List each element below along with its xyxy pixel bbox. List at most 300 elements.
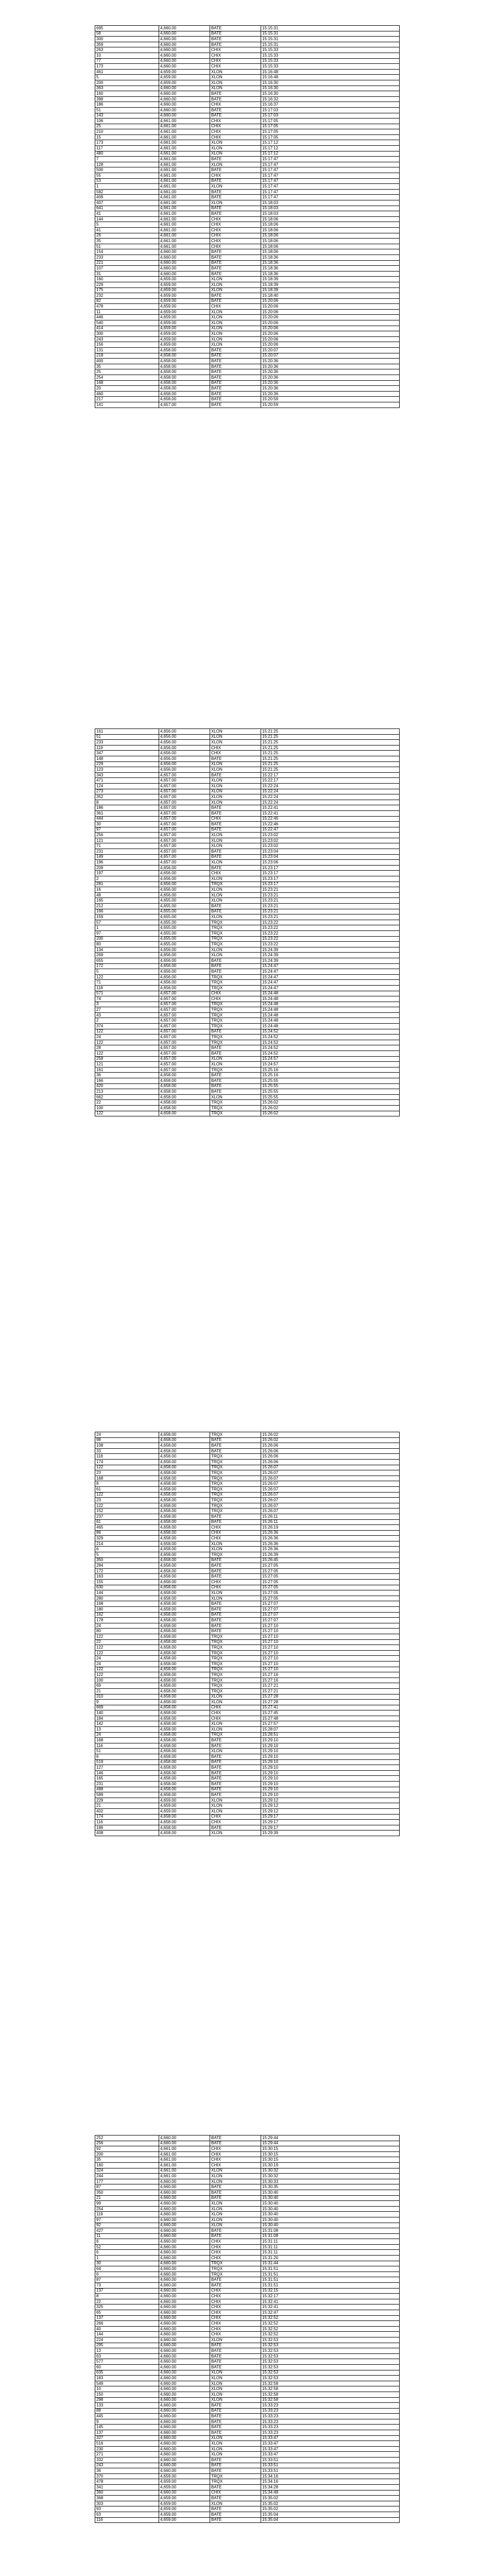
venue-cell: TRQX [210, 985, 261, 991]
price-cell: 4,657.00 [159, 402, 210, 408]
table-row [95, 2381, 400, 2386]
trades-table [95, 2135, 400, 2523]
time-cell: 15:32:41 [261, 2304, 400, 2310]
table-row [95, 1509, 400, 1514]
price-cell: 4,658.00 [159, 359, 210, 364]
price-cell: 4,660.00 [159, 2359, 210, 2365]
table-row [95, 810, 400, 816]
volume-cell: 61 [95, 1519, 159, 1525]
price-cell: 4,661.00 [159, 206, 210, 211]
table-row [95, 1519, 400, 1525]
venue-cell: XLON [210, 336, 261, 342]
venue-cell: BATE [210, 2353, 261, 2359]
price-cell: 4,657.00 [159, 778, 210, 784]
venue-cell: TRQX [210, 2266, 261, 2272]
volume-cell: 41 [95, 211, 159, 217]
price-cell: 4,658.00 [159, 1519, 210, 1525]
time-cell: 15:23:22 [261, 920, 400, 925]
volume-cell: 1 [95, 925, 159, 931]
volume-cell: 549 [95, 2381, 159, 2386]
venue-cell: XLON [210, 887, 261, 893]
volume-cell: 571 [95, 991, 159, 996]
table-row [95, 173, 400, 179]
time-cell: 15:20:06 [261, 320, 400, 326]
time-cell: 15:24:48 [261, 991, 400, 996]
volume-cell: 98 [95, 1437, 159, 1443]
time-cell: 15:29:10 [261, 1776, 400, 1782]
time-cell: 15:35:04 [261, 2512, 400, 2517]
time-cell: 15:26:07 [261, 1470, 400, 1476]
price-cell: 4,660.00 [159, 2326, 210, 2332]
volume-cell: 662 [95, 1094, 159, 1100]
volume-cell: 465 [95, 1525, 159, 1531]
volume-cell: 41 [95, 227, 159, 233]
venue-cell: BATE [210, 2348, 261, 2354]
venue-cell: BATE [210, 1448, 261, 1454]
volume-cell: 36 [95, 2468, 159, 2474]
table-row [95, 260, 400, 266]
price-cell: 4,661.00 [159, 244, 210, 249]
price-cell: 4,658.00 [159, 1683, 210, 1689]
table-row [95, 756, 400, 761]
volume-cell: 87 [95, 2184, 159, 2190]
price-cell: 4,660.00 [159, 2392, 210, 2397]
price-cell: 4,658.00 [159, 1754, 210, 1760]
time-cell: 15:15:31 [261, 31, 400, 37]
table-row [95, 936, 400, 942]
volume-cell: 8 [95, 1481, 159, 1487]
price-cell: 4,661.00 [159, 216, 210, 222]
table-row [95, 2162, 400, 2168]
volume-cell: 352 [95, 794, 159, 800]
venue-cell: BATE [210, 849, 261, 855]
venue-cell: TRQX [210, 1645, 261, 1651]
venue-cell: CHIX [210, 2326, 261, 2332]
volume-cell: 8 [95, 800, 159, 805]
venue-cell: CHIX [210, 2288, 261, 2294]
table-row [95, 985, 400, 991]
price-cell: 4,659.00 [159, 298, 210, 304]
table-row [95, 909, 400, 914]
price-cell: 4,658.00 [159, 1580, 210, 1585]
time-cell: 15:27:45 [261, 1710, 400, 1716]
price-cell: 4,657.00 [159, 860, 210, 866]
volume-cell: 23 [95, 1498, 159, 1503]
table-row [95, 380, 400, 386]
volume-cell: 144 [95, 216, 159, 222]
venue-cell: CHIX [210, 2244, 261, 2250]
price-cell: 4,661.00 [159, 2146, 210, 2152]
volume-cell: 231 [95, 849, 159, 855]
venue-cell: CHIX [210, 2332, 261, 2337]
price-cell: 4,657.00 [159, 833, 210, 838]
price-cell: 4,660.00 [159, 2343, 210, 2348]
price-cell: 4,656.00 [159, 958, 210, 963]
volume-cell: 244 [95, 2174, 159, 2179]
table-row [95, 1062, 400, 1067]
table-row [95, 1672, 400, 1678]
volume-cell: 24 [95, 1661, 159, 1667]
time-cell: 15:26:06 [261, 1448, 400, 1454]
table-row [95, 80, 400, 86]
time-cell: 15:27:10 [261, 1634, 400, 1639]
price-cell: 4,660.00 [159, 249, 210, 255]
table-row [95, 751, 400, 756]
time-cell: 15:26:02 [261, 1100, 400, 1106]
time-cell: 15:23:21 [261, 892, 400, 898]
volume-cell: 6 [95, 1547, 159, 1552]
time-cell: 15:16:48 [261, 75, 400, 80]
volume-cell: 156 [95, 342, 159, 348]
price-cell: 4,660.00 [159, 2179, 210, 2184]
time-cell: 15:24:48 [261, 996, 400, 1002]
volume-cell: 160 [95, 91, 159, 97]
volume-cell: 5 [95, 1552, 159, 1558]
price-cell: 4,658.00 [159, 1618, 210, 1623]
table-row [95, 1803, 400, 1809]
time-cell: 15:30:32 [261, 2174, 400, 2179]
table-row [95, 2157, 400, 2163]
time-cell: 15:32:53 [261, 2337, 400, 2343]
table-row [95, 249, 400, 255]
table-row [95, 1590, 400, 1596]
time-cell: 15:29:10 [261, 1765, 400, 1771]
volume-cell: 2 [95, 876, 159, 882]
price-cell: 4,659.00 [159, 309, 210, 315]
table-row [95, 2359, 400, 2365]
volume-cell: 150 [95, 2392, 159, 2397]
time-cell: 15:21:25 [261, 734, 400, 740]
volume-cell: 183 [95, 2376, 159, 2381]
table-row [95, 151, 400, 157]
volume-cell: 144 [95, 1590, 159, 1596]
price-cell: 4,658.00 [159, 1710, 210, 1716]
time-cell: 15:26:07 [261, 1498, 400, 1503]
volume-cell: 52 [95, 2244, 159, 2250]
venue-cell: XLON [210, 2201, 261, 2207]
venue-cell: BATE [210, 1782, 261, 1787]
table-row [95, 2364, 400, 2370]
time-cell: 15:28:07 [261, 1727, 400, 1733]
price-cell: 4,658.00 [159, 1509, 210, 1514]
venue-cell: TRQX [210, 936, 261, 942]
table-row [95, 1089, 400, 1095]
table-row [95, 930, 400, 936]
table-row [95, 146, 400, 151]
volume-cell: 61 [95, 1486, 159, 1492]
table-row [95, 1111, 400, 1116]
volume-cell: 402 [95, 1808, 159, 1814]
price-cell: 4,660.00 [159, 2288, 210, 2294]
table-row [95, 64, 400, 70]
volume-cell: 55 [95, 173, 159, 179]
volume-cell: 20 [95, 386, 159, 392]
table-row [95, 75, 400, 80]
volume-cell: 209 [95, 865, 159, 871]
table-row [95, 359, 400, 364]
time-cell: 15:23:17 [261, 871, 400, 876]
time-cell: 15:32:53 [261, 2348, 400, 2354]
venue-cell: BATE [210, 391, 261, 397]
venue-cell: XLON [210, 151, 261, 157]
venue-cell: XLON [210, 331, 261, 337]
venue-cell: XLON [210, 326, 261, 331]
volume-cell: 254 [95, 2206, 159, 2212]
time-cell: 15:27:05 [261, 1580, 400, 1585]
venue-cell: BATE [210, 2414, 261, 2419]
price-cell: 4,658.00 [159, 1568, 210, 1574]
table-row [95, 2299, 400, 2304]
time-cell: 15:18:03 [261, 200, 400, 206]
volume-cell: 5 [95, 75, 159, 80]
price-cell: 4,657.00 [159, 1012, 210, 1018]
time-cell: 15:18:03 [261, 211, 400, 217]
volume-cell: 71 [95, 843, 159, 849]
time-cell: 15:20:06 [261, 309, 400, 315]
time-cell: 15:33:23 [261, 2430, 400, 2436]
venue-cell: BATE [210, 195, 261, 200]
table-row [95, 2353, 400, 2359]
volume-cell: 15 [95, 134, 159, 140]
price-cell: 4,660.00 [159, 2381, 210, 2386]
venue-cell: XLON [210, 914, 261, 920]
price-cell: 4,661.00 [159, 129, 210, 135]
time-cell: 15:24:48 [261, 1002, 400, 1007]
venue-cell: BATE [210, 2408, 261, 2414]
venue-cell: XLON [210, 953, 261, 958]
table-row [95, 871, 400, 876]
price-cell: 4,660.00 [159, 2201, 210, 2207]
volume-cell: 370 [95, 2473, 159, 2479]
price-cell: 4,660.00 [159, 2212, 210, 2217]
time-cell: 15:20:07 [261, 353, 400, 359]
price-cell: 4,661.00 [159, 162, 210, 167]
venue-cell: BATE [210, 1759, 261, 1765]
table-row [95, 2315, 400, 2321]
venue-cell: BATE [210, 854, 261, 860]
price-cell: 4,660.00 [159, 2141, 210, 2146]
price-cell: 4,660.00 [159, 2256, 210, 2261]
time-cell: 15:20:59 [261, 402, 400, 408]
venue-cell: XLON [210, 1727, 261, 1733]
price-cell: 4,658.00 [159, 1749, 210, 1754]
time-cell: 15:26:02 [261, 1432, 400, 1438]
price-cell: 4,658.00 [159, 1831, 210, 1836]
time-cell: 15:29:10 [261, 1743, 400, 1749]
time-cell: 15:22:24 [261, 794, 400, 800]
venue-cell: CHIX [210, 2250, 261, 2256]
venue-cell: CHIX [210, 239, 261, 244]
table-row [95, 162, 400, 167]
volume-cell: 218 [95, 353, 159, 359]
table-row [95, 124, 400, 129]
volume-cell: 281 [95, 882, 159, 887]
volume-cell: 178 [95, 1618, 159, 1623]
price-cell: 4,658.00 [159, 1672, 210, 1678]
table-row [95, 86, 400, 91]
time-cell: 15:26:36 [261, 1541, 400, 1547]
time-cell: 15:17:12 [261, 151, 400, 157]
table-row [95, 2473, 400, 2479]
price-cell: 4,657.00 [159, 1007, 210, 1013]
price-cell: 4,656.00 [159, 745, 210, 751]
price-cell: 4,660.00 [159, 2244, 210, 2250]
venue-cell: TRQX [210, 1476, 261, 1481]
price-cell: 4,658.00 [159, 1530, 210, 1536]
volume-cell: 350 [95, 2190, 159, 2195]
time-cell: 15:24:48 [261, 1018, 400, 1024]
price-cell: 4,660.00 [159, 2386, 210, 2392]
price-cell: 4,660.00 [159, 47, 210, 53]
volume-cell: 165 [95, 898, 159, 904]
time-cell: 15:31:44 [261, 2261, 400, 2266]
venue-cell: XLON [210, 1694, 261, 1700]
time-cell: 15:33:51 [261, 2463, 400, 2468]
time-cell: 15:17:47 [261, 189, 400, 195]
price-cell: 4,658.00 [159, 1825, 210, 1831]
venue-cell: BATE [210, 2277, 261, 2283]
time-cell: 15:23:21 [261, 909, 400, 914]
price-cell: 4,657.00 [159, 843, 210, 849]
table-row [95, 2441, 400, 2447]
time-cell: 15:24:39 [261, 953, 400, 958]
volume-cell: 200 [95, 2151, 159, 2157]
price-cell: 4,658.00 [159, 380, 210, 386]
time-cell: 15:30:35 [261, 2184, 400, 2190]
volume-cell: 166 [95, 909, 159, 914]
table-row [95, 1105, 400, 1111]
time-cell: 15:18:39 [261, 277, 400, 282]
time-cell: 15:29:17 [261, 1814, 400, 1820]
price-cell: 4,660.00 [159, 2217, 210, 2223]
table-row [95, 2392, 400, 2397]
venue-cell: TRQX [210, 1661, 261, 1667]
price-cell: 4,658.00 [159, 1820, 210, 1825]
price-cell: 4,656.00 [159, 756, 210, 761]
volume-cell: 3 [95, 1002, 159, 1007]
table-row [95, 2463, 400, 2468]
volume-cell: 9 [95, 2419, 159, 2425]
time-cell: 15:27:21 [261, 1683, 400, 1689]
volume-cell: 69 [95, 1683, 159, 1689]
volume-cell: 97 [95, 827, 159, 833]
time-cell: 15:26:07 [261, 1476, 400, 1481]
venue-cell: BATE [210, 293, 261, 299]
time-cell: 15:16:30 [261, 80, 400, 86]
time-cell: 15:30:40 [261, 2217, 400, 2223]
time-cell: 15:35:02 [261, 2496, 400, 2501]
table-row [95, 947, 400, 953]
time-cell: 15:29:44 [261, 2136, 400, 2141]
volume-cell: 30 [95, 2261, 159, 2266]
table-row [95, 2414, 400, 2419]
volume-cell: 24 [95, 1035, 159, 1040]
time-cell: 15:33:47 [261, 2441, 400, 2447]
price-cell: 4,658.00 [159, 1585, 210, 1590]
venue-cell: BATE [210, 1825, 261, 1831]
volume-cell: 196 [95, 860, 159, 866]
price-cell: 4,656.00 [159, 729, 210, 735]
time-cell: 15:30:40 [261, 2223, 400, 2228]
time-cell: 15:34:48 [261, 2490, 400, 2496]
price-cell: 4,660.00 [159, 271, 210, 277]
table-row [95, 53, 400, 58]
table-row [95, 1601, 400, 1607]
table-row [95, 996, 400, 1002]
venue-cell: BATE [210, 2190, 261, 2195]
venue-cell: XLON [210, 184, 261, 190]
table-row [95, 336, 400, 342]
volume-cell: 43 [95, 1012, 159, 1018]
time-cell: 15:17:47 [261, 184, 400, 190]
time-cell: 15:23:04 [261, 854, 400, 860]
table-row [95, 2184, 400, 2190]
price-cell: 4,659.00 [159, 342, 210, 348]
table-row [95, 216, 400, 222]
price-cell: 4,658.00 [159, 1776, 210, 1782]
volume-cell: 10 [95, 53, 159, 58]
volume-cell: 173 [95, 64, 159, 70]
time-cell: 15:23:22 [261, 925, 400, 931]
time-cell: 15:23:21 [261, 898, 400, 904]
price-cell: 4,658.00 [159, 364, 210, 369]
table-row [95, 1661, 400, 1667]
price-cell: 4,660.00 [159, 64, 210, 70]
table-row [95, 1623, 400, 1629]
table-row [95, 838, 400, 843]
table-row [95, 2168, 400, 2174]
price-cell: 4,660.00 [159, 2376, 210, 2381]
time-cell: 15:33:51 [261, 2468, 400, 2474]
time-cell: 15:27:10 [261, 1656, 400, 1662]
time-cell: 15:26:11 [261, 1519, 400, 1525]
table-row [95, 107, 400, 113]
volume-cell: 300 [95, 331, 159, 337]
volume-cell: 408 [95, 1831, 159, 1836]
venue-cell: BATE [210, 1574, 261, 1580]
time-cell: 15:23:22 [261, 942, 400, 947]
table-row [95, 740, 400, 745]
price-cell: 4,661.00 [159, 118, 210, 124]
venue-cell: TRQX [210, 1105, 261, 1111]
table-row [95, 1825, 400, 1831]
venue-cell: BATE [210, 756, 261, 761]
volume-cell: 232 [95, 293, 159, 299]
table-row [95, 331, 400, 337]
price-cell: 4,658.00 [159, 1814, 210, 1820]
table-row [95, 2310, 400, 2316]
table-row [95, 255, 400, 260]
time-cell: 15:34:16 [261, 2473, 400, 2479]
table-row [95, 2212, 400, 2217]
price-cell: 4,656.00 [159, 865, 210, 871]
venue-cell: CHIX [210, 2294, 261, 2299]
volume-cell: 118 [95, 1454, 159, 1460]
volume-cell: 519 [95, 1759, 159, 1765]
table-row [95, 2201, 400, 2207]
venue-cell: CHIX [210, 2315, 261, 2321]
volume-cell: 233 [95, 740, 159, 745]
price-cell: 4,660.00 [159, 2458, 210, 2463]
price-cell: 4,658.00 [159, 1492, 210, 1498]
venue-cell: CHIX [210, 1585, 261, 1590]
venue-cell: CHIX [210, 304, 261, 310]
price-cell: 4,660.00 [159, 2463, 210, 2468]
price-cell: 4,658.00 [159, 1770, 210, 1776]
time-cell: 15:24:48 [261, 1007, 400, 1013]
time-cell: 15:18:06 [261, 233, 400, 239]
venue-cell: XLON [210, 947, 261, 953]
